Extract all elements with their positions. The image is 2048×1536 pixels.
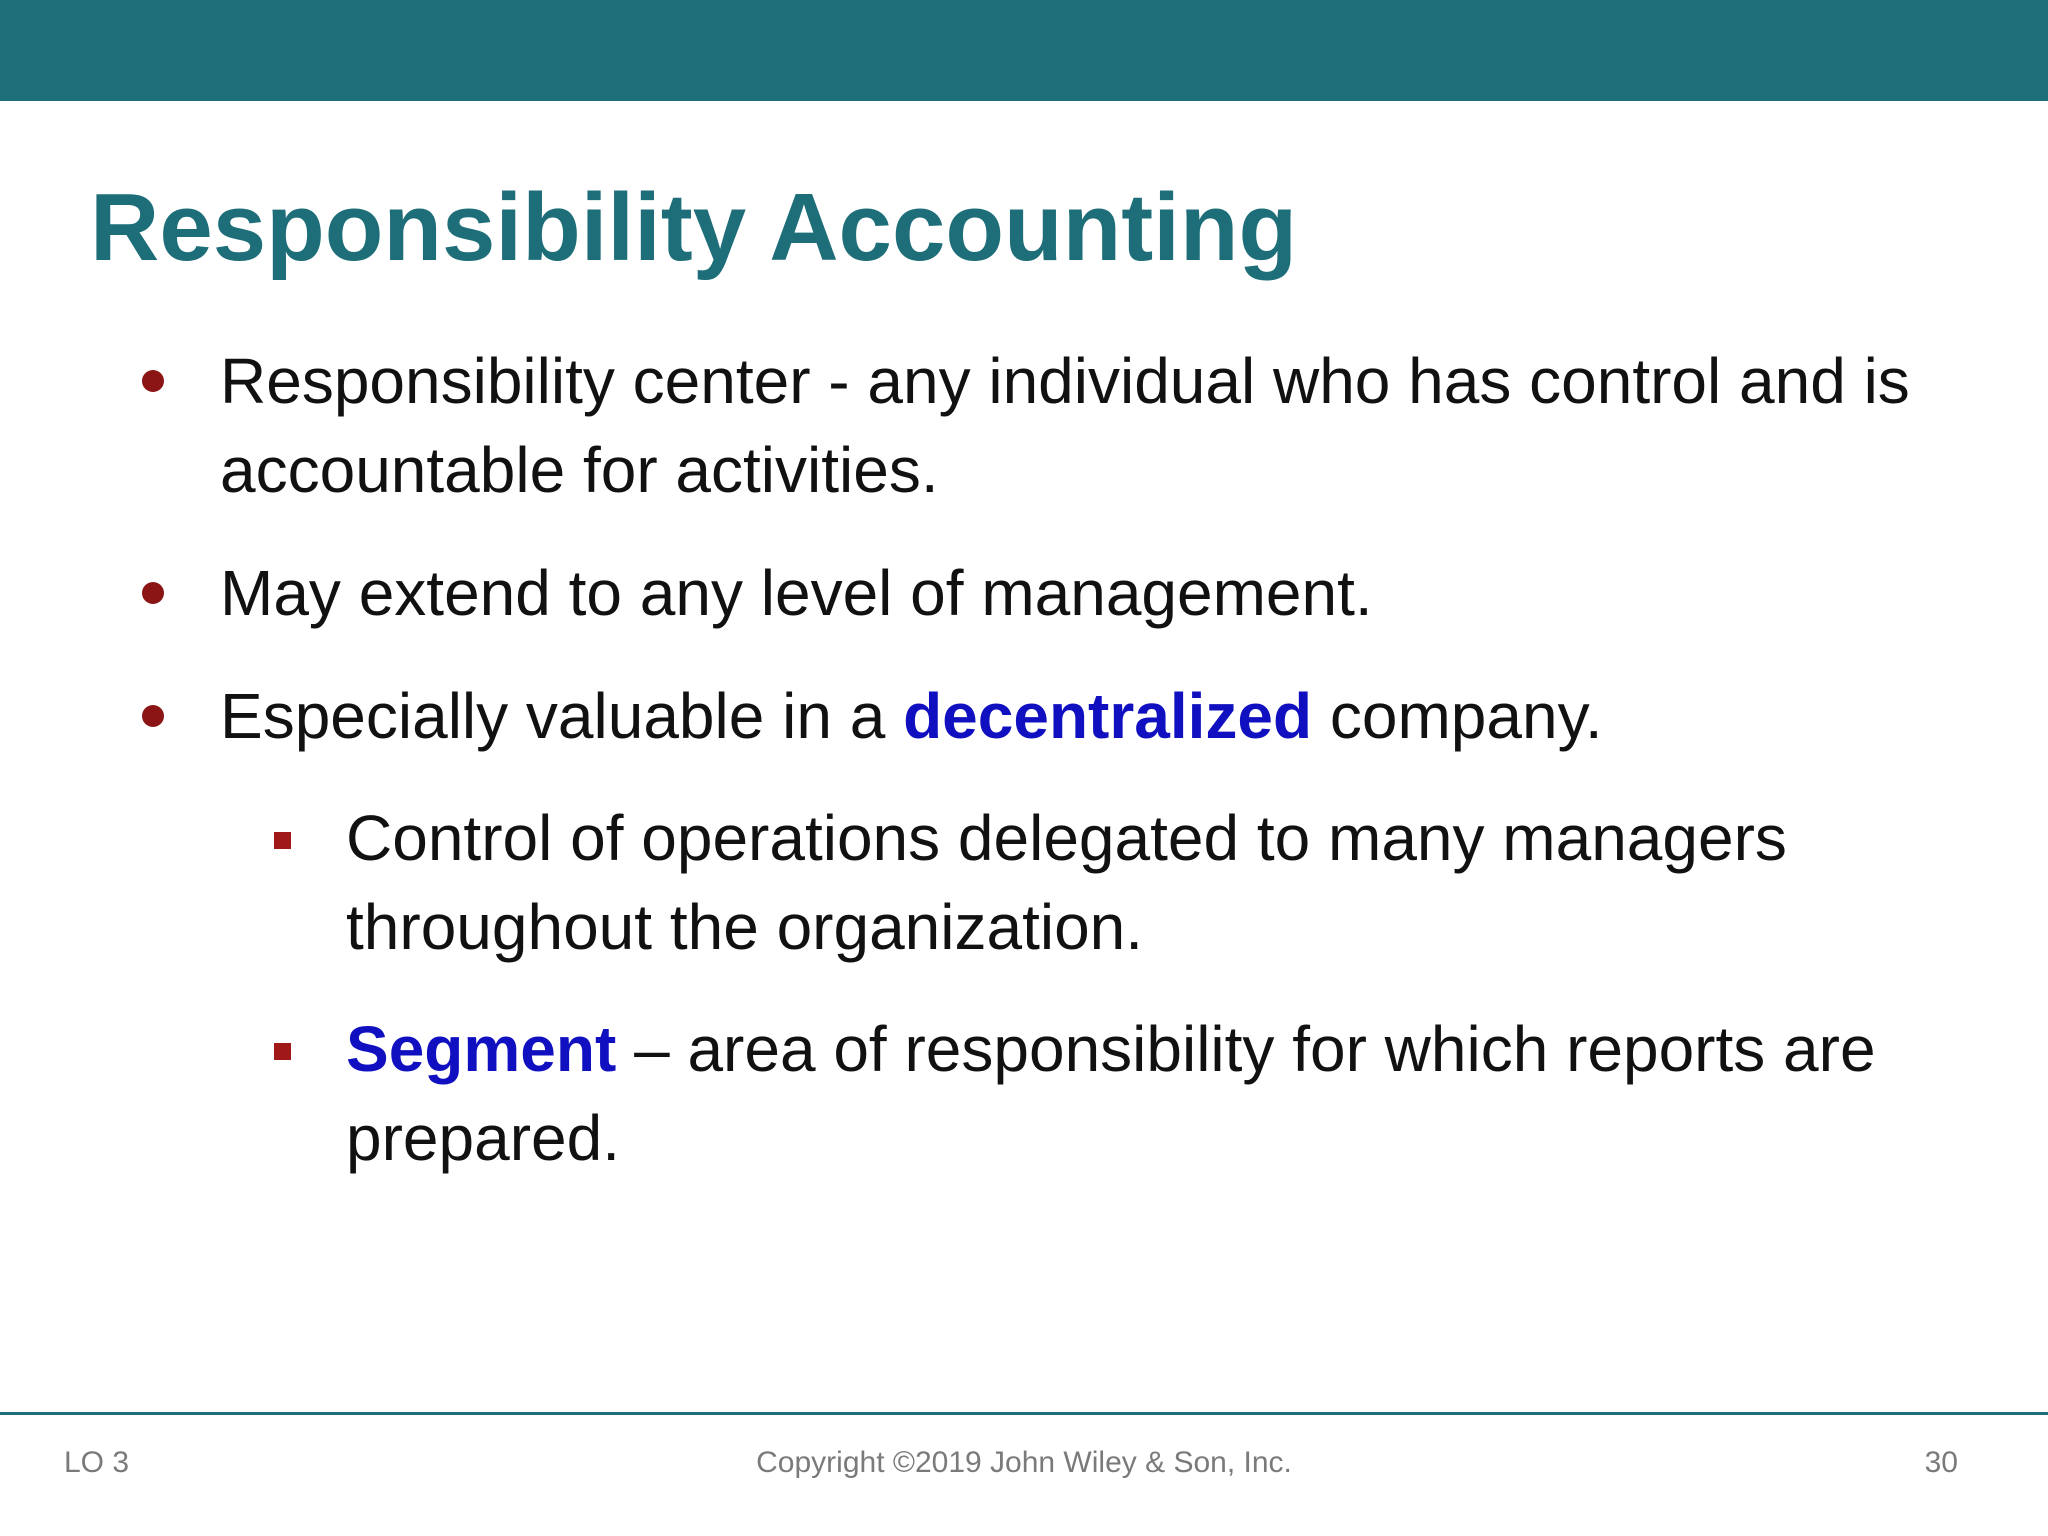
copyright-notice: Copyright ©2019 John Wiley & Son, Inc. [756, 1446, 1292, 1479]
bullet-text: May extend to any level of management. [220, 557, 1373, 629]
square-bullet-icon [274, 832, 291, 849]
bullet-dot-icon [142, 705, 164, 727]
bullet-text-lead: Especially valuable in a [220, 680, 904, 752]
header-bar [0, 0, 2048, 101]
bullet-dot-icon [142, 582, 164, 604]
bullet-dot-icon [142, 370, 164, 392]
slide-title: Responsibility Accounting [90, 174, 1298, 281]
sub-bullet-text-tail: – area of responsibility for which reports are prepared. [346, 1013, 1876, 1174]
key-term-decentralized: decentralized [903, 680, 1313, 752]
slide-number: 30 [1924, 1446, 1958, 1479]
key-term-segment: Segment [346, 1013, 617, 1085]
learning-objective-label: LO 3 [64, 1446, 130, 1479]
square-bullet-icon [274, 1043, 291, 1060]
sub-bullet-text [346, 1005, 1986, 1183]
bullet-text [220, 672, 2000, 761]
bullet-text-tail: company. [1312, 680, 1603, 752]
sub-bullet-text: Control of operations delegated to many managers throughout the organization. [346, 802, 1787, 963]
footer-divider [0, 1412, 2048, 1415]
bullet-text: Responsibility center - any individual who has control and is accountable for activities. [220, 345, 1910, 506]
